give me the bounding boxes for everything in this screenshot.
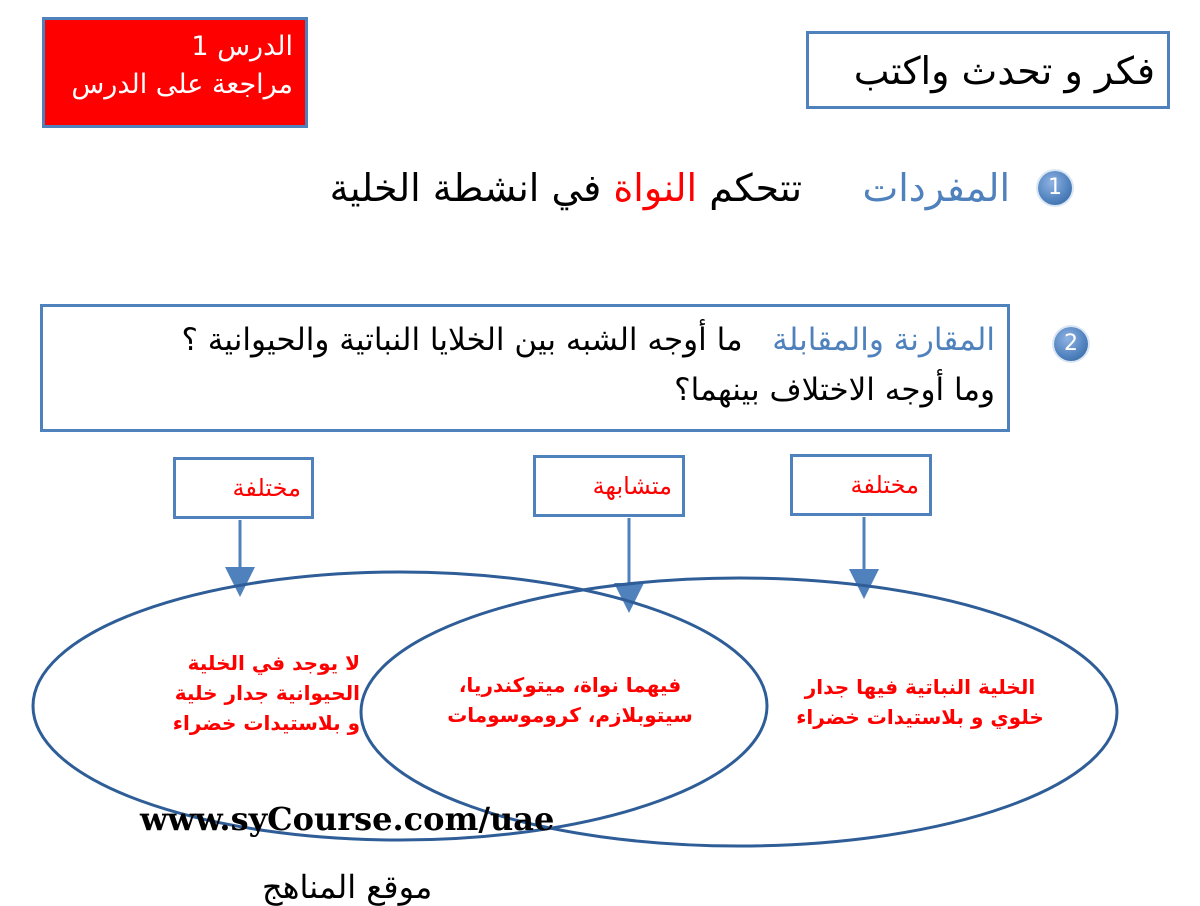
shared-features [420,670,720,730]
category-box-different-right: مختلفة [790,454,932,516]
number-badge-2: 2 [1054,327,1088,361]
plant-cell-differences [785,672,1055,732]
venn-left-line-3: و بلاستيدات خضراء [172,711,360,735]
venn-right-line-2: خلوي و بلاستيدات خضراء [796,705,1044,729]
category-box-similar: متشابهة [533,455,685,517]
sentence-end: في انشطة الخلية [329,166,602,210]
venn-middle-line-2: سيتوبلازم، كروموسومات [447,703,693,727]
nucleus-keyword: النواة [613,166,698,210]
venn-middle-line-1: فيهما نواة، ميتوكندريا، [458,673,682,697]
title-box: فكر و تحدث واكتب [806,31,1170,109]
lesson-number: الدرس 1 [191,31,293,62]
compare-label: المقارنة والمقابلة [772,322,995,358]
vocabulary-label: المفردات [862,166,1010,210]
venn-left-line-2: الحيوانية جدار خلية [174,681,360,705]
venn-left-line-1: لا يوجد في الخلية [187,651,360,675]
venn-right-line-1: الخلية النباتية فيها جدار [804,675,1036,699]
site-name: موقع المناهج [262,868,433,906]
question-text-1: ما أوجه الشبه بين الخلايا النباتية والحيوانية ؟ [181,322,743,358]
website-url: www.syCourse.com/uae [140,800,555,838]
number-badge-1: 1 [1038,171,1072,205]
lesson-subtitle: مراجعة على الدرس [71,69,293,100]
question-text-2: وما أوجه الاختلاف بينهما؟ [674,372,995,408]
animal-cell-differences [100,648,360,738]
category-box-different-left: مختلفة [173,457,314,519]
sentence-start: تتحكم [709,166,803,210]
